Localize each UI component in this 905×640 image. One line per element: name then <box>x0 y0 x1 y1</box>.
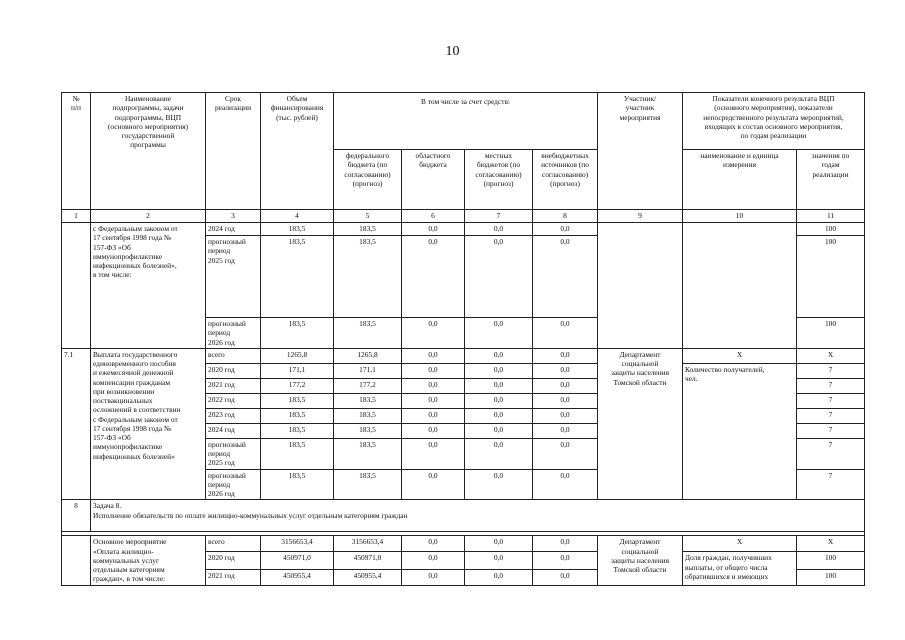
volume-cell: 183,5 <box>261 236 334 318</box>
task-cell <box>91 500 865 532</box>
item-name: Основное мероприятие «Оплата жилищно- коммунальных услуг отдельным категориям граждан», в том числе: <box>91 536 206 585</box>
column-number: 1 <box>62 210 91 223</box>
indicator-cell: Х <box>683 536 797 552</box>
local-cell: 0,0 <box>465 348 533 363</box>
header-period: Срок реализации <box>206 93 261 210</box>
row-number-cell <box>62 536 91 585</box>
column-number: 2 <box>91 210 206 223</box>
local-cell: 0,0 <box>465 552 533 569</box>
local-cell: 0,0 <box>465 423 533 438</box>
local-cell: 0,0 <box>465 469 533 500</box>
local-cell: 0,0 <box>465 393 533 408</box>
extra-cell: 0,0 <box>533 552 598 569</box>
volume-cell: 183,5 <box>261 223 334 236</box>
regional-cell: 0,0 <box>402 393 465 408</box>
local-cell: 0,0 <box>465 408 533 423</box>
local-cell: 0,0 <box>465 318 533 349</box>
extra-cell: 0,0 <box>533 393 598 408</box>
federal-cell: 183,5 <box>334 469 402 500</box>
volume-cell: 450971,0 <box>261 552 334 569</box>
federal-cell: 177,2 <box>334 378 402 393</box>
indicator-cell: Количество получателей, чел. <box>683 363 797 500</box>
header-num: № п/п <box>62 93 91 210</box>
period-cell: 2024 год <box>206 423 261 438</box>
participant-cell <box>598 223 683 349</box>
column-number: 8 <box>533 210 598 223</box>
column-number: 6 <box>402 210 465 223</box>
volume-cell: 183,5 <box>261 469 334 500</box>
extra-cell: 0,0 <box>533 536 598 552</box>
header-extra: внебюджетных источников (по согласованию) (прогноз) <box>533 150 598 210</box>
program-table <box>61 92 865 586</box>
volume-cell: 1265,8 <box>261 348 334 363</box>
header-funding-group: В том числе за счет средств: <box>334 93 598 150</box>
value-cell: 100 <box>797 236 865 318</box>
period-cell: 2021 год <box>206 569 261 585</box>
value-cell: 100 <box>797 552 865 569</box>
period-cell: прогнозный период 2026 год <box>206 469 261 500</box>
federal-cell: 183,5 <box>334 408 402 423</box>
local-cell: 0,0 <box>465 378 533 393</box>
extra-cell: 0,0 <box>533 438 598 469</box>
column-number: 3 <box>206 210 261 223</box>
column-number: 11 <box>797 210 865 223</box>
federal-cell: 183,5 <box>334 236 402 318</box>
federal-cell: 450955,4 <box>334 569 402 585</box>
volume-cell: 183,5 <box>261 408 334 423</box>
volume-cell: 171,1 <box>261 363 334 378</box>
period-cell: 2021 год <box>206 378 261 393</box>
value-cell: Х <box>797 536 865 552</box>
header-volume: Объем финансирования (тыс. рублей) <box>261 93 334 210</box>
period-cell: прогнозный период 2025 год <box>206 236 261 318</box>
header-ind-name: наименование и единица измерения <box>683 150 797 210</box>
local-cell: 0,0 <box>465 223 533 236</box>
row-number-cell: 8 <box>62 500 91 532</box>
column-number: 7 <box>465 210 533 223</box>
value-cell: 100 <box>797 223 865 236</box>
period-cell: прогнозный период 2025 год <box>206 438 261 469</box>
value-cell: 100 <box>797 318 865 349</box>
regional-cell: 0,0 <box>402 223 465 236</box>
local-cell: 0,0 <box>465 363 533 378</box>
column-numbers-row <box>62 210 865 223</box>
participant-cell: Департамент социальной защиты населения Томской области <box>598 348 683 500</box>
volume-cell: 450955,4 <box>261 569 334 585</box>
local-cell: 0,0 <box>465 569 533 585</box>
local-cell: 0,0 <box>465 236 533 318</box>
header-ind-value: значения по годам реализации <box>797 150 865 210</box>
value-cell: Х <box>797 348 865 363</box>
federal-cell: 183,5 <box>334 393 402 408</box>
indicator-cell: Доля граждан, получивших выплаты, от общего числа обратившихся и имеющих <box>683 552 797 585</box>
value-cell: 7 <box>797 423 865 438</box>
extra-cell: 0,0 <box>533 469 598 500</box>
extra-cell: 0,0 <box>533 423 598 438</box>
extra-cell: 0,0 <box>533 223 598 236</box>
period-cell: 2024 год <box>206 223 261 236</box>
row-number-cell <box>62 223 91 349</box>
period-cell: всего <box>206 536 261 552</box>
federal-cell: 171,1 <box>334 363 402 378</box>
regional-cell: 0,0 <box>402 378 465 393</box>
regional-cell: 0,0 <box>402 423 465 438</box>
period-cell: 2020 год <box>206 363 261 378</box>
value-cell: 7 <box>797 408 865 423</box>
regional-cell: 0,0 <box>402 469 465 500</box>
volume-cell: 183,5 <box>261 393 334 408</box>
header-regional: областного бюджета <box>402 150 465 210</box>
table-row <box>62 500 865 532</box>
extra-cell: 0,0 <box>533 408 598 423</box>
extra-cell: 0,0 <box>533 318 598 349</box>
period-cell: прогнозный период 2026 год <box>206 318 261 349</box>
regional-cell: 0,0 <box>402 536 465 552</box>
value-cell: 7 <box>797 438 865 469</box>
value-cell: 7 <box>797 378 865 393</box>
task-title: Задача 8. <box>93 501 122 511</box>
column-number: 10 <box>683 210 797 223</box>
indicator-cell: Х <box>683 348 797 363</box>
regional-cell: 0,0 <box>402 348 465 363</box>
federal-cell: 183,5 <box>334 223 402 236</box>
column-number: 5 <box>334 210 402 223</box>
local-cell: 0,0 <box>465 438 533 469</box>
local-cell: 0,0 <box>465 536 533 552</box>
participant-cell: Департамент социальной защиты населения Томской области <box>598 536 683 585</box>
volume-cell: 177,2 <box>261 378 334 393</box>
value-cell: 7 <box>797 469 865 500</box>
value-cell: 100 <box>797 569 865 585</box>
header-federal: федерального бюджета (по согласованию) (прогноз) <box>334 150 402 210</box>
federal-cell: 3156653,4 <box>334 536 402 552</box>
regional-cell: 0,0 <box>402 569 465 585</box>
regional-cell: 0,0 <box>402 438 465 469</box>
federal-cell: 183,5 <box>334 318 402 349</box>
regional-cell: 0,0 <box>402 552 465 569</box>
volume-cell: 183,5 <box>261 438 334 469</box>
regional-cell: 0,0 <box>402 408 465 423</box>
period-cell: 2020 год <box>206 552 261 569</box>
header-name: Наименование подпрограммы, задачи подпрограммы, ВЦП (основного мероприятия) государственной программы <box>91 93 206 210</box>
federal-cell: 1265,8 <box>334 348 402 363</box>
extra-cell: 0,0 <box>533 363 598 378</box>
page-number: 10 <box>445 44 460 59</box>
federal-cell: 183,5 <box>334 423 402 438</box>
item-name: Выплата государственного единовременного пособия и ежемесячной денежной компенсации гражданам при возникновении поствакцинальных осложнений в соответствии с Федеральным законом от 17 сентября 1998 года № 157-ФЗ «Об иммунопрофилактике инфекционных болезней» <box>91 348 206 500</box>
header-local: местных бюджетов (по согласованию) (прогноз) <box>465 150 533 210</box>
extra-cell: 0,0 <box>533 236 598 318</box>
value-cell: 7 <box>797 393 865 408</box>
table-row <box>62 536 865 552</box>
item-name: с Федеральным законом от 17 сентября 1998 года № 157-ФЗ «Об иммунопрофилактике инфекционных болезней», в том числе: <box>91 223 206 349</box>
table-row <box>62 223 865 236</box>
regional-cell: 0,0 <box>402 363 465 378</box>
indicator-cell <box>683 223 797 349</box>
extra-cell: 0,0 <box>533 378 598 393</box>
row-number-cell: 7.1 <box>62 348 91 500</box>
regional-cell: 0,0 <box>402 236 465 318</box>
table-row <box>62 348 865 363</box>
volume-cell: 183,5 <box>261 423 334 438</box>
regional-cell: 0,0 <box>402 318 465 349</box>
column-number: 4 <box>261 210 334 223</box>
period-cell: 2023 год <box>206 408 261 423</box>
period-cell: 2022 год <box>206 393 261 408</box>
header-participant: Участник/ участник мероприятия <box>598 93 683 210</box>
extra-cell: 0,0 <box>533 569 598 585</box>
period-cell: всего <box>206 348 261 363</box>
federal-cell: 450971,0 <box>334 552 402 569</box>
value-cell: 7 <box>797 363 865 378</box>
header-indicators-group: Показатели конечного результата ВЦП (основного мероприятия), показатели непосредственного результата мероприятий, входящих в состав основного мероприятия, по годам реализации <box>683 93 865 150</box>
volume-cell: 3156653,4 <box>261 536 334 552</box>
volume-cell: 183,5 <box>261 318 334 349</box>
task-text: Исполнение обязательств по оплате жилищно-коммунальных услуг отдельным категориям граждан <box>93 510 408 520</box>
extra-cell: 0,0 <box>533 348 598 363</box>
federal-cell: 183,5 <box>334 438 402 469</box>
column-number: 9 <box>598 210 683 223</box>
